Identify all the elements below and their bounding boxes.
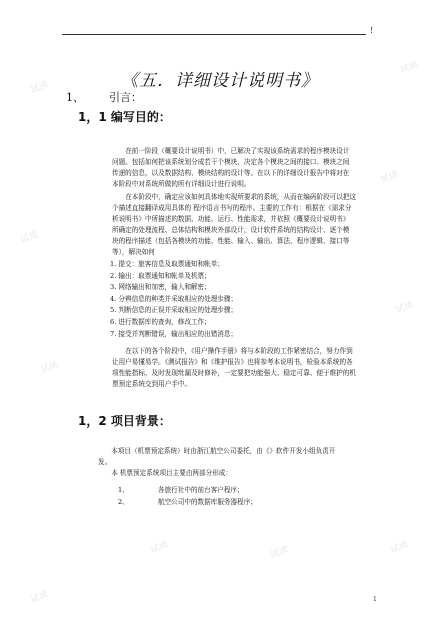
- list-item: 4. 分辨信息的种类并采取相应的处理步骤；: [110, 294, 238, 303]
- list-item: 6. 进行数据库的查询，修改工作；: [110, 317, 211, 326]
- header-mark: !: [370, 26, 374, 35]
- watermark: 试读: [399, 60, 420, 76]
- text-line: 票预定系统交到用户手中。: [112, 380, 192, 389]
- text-line: 在前一阶段（概要设计说明书）中，已解决了实现该系统需求的程序模块设计: [125, 147, 350, 155]
- header-rule: [62, 34, 366, 35]
- watermark: 试读: [39, 360, 60, 376]
- watermark: 试读: [379, 170, 400, 186]
- text-line: 在本阶段中，确定应该如何具体地实现所要求的系统，从而在编码阶段可以把这: [125, 193, 356, 201]
- section-heading-purpose: 1，1 编写目的：: [78, 110, 171, 124]
- text-line: 发。: [98, 458, 112, 467]
- list-item: [118, 496, 257, 508]
- watermark: 试读: [29, 80, 50, 96]
- text-line: 在以下的各个阶段中，《用户操作手册》将与本阶段的工作紧密结合，努力作到: [125, 347, 353, 355]
- text-line: 析说明书》中所描述的数据、功能、运行、性能需求，并依照《概要设计说明书》: [112, 215, 350, 224]
- text-line: 本项目（机票预定系统）时由浙江航空公司委托，由《》软件开发小组负责开: [111, 447, 336, 455]
- list-number: 1、: [118, 486, 129, 494]
- text-line: 问题。包括如何把该系统划分成若干个模块、决定各个模块之间的接口、模块之间: [112, 158, 350, 167]
- text-line: 块的程序描述（包括各模块的功能、性能、输入、输出、算法、程序逻辑、接口等: [112, 237, 350, 246]
- watermark: 试读: [269, 545, 290, 561]
- list-item: 1. 提交：旅客信息及取票通知和帐单；: [110, 260, 224, 268]
- list-text: 航空公司中的数据库服务器程序；: [158, 498, 257, 506]
- text-line: 所确定的处理流程、总体结构和模块外部设计，设计软件系统的结构设计、逐个模: [112, 226, 350, 235]
- list-item: [118, 484, 257, 496]
- text-line: 让用户易懂易学。《测试报告》和《维护报告》也将参考本说明书，检验本系统的各: [112, 358, 353, 367]
- numbered-list: [110, 259, 237, 340]
- watermark: 试读: [149, 540, 170, 556]
- paragraph-background: [98, 446, 370, 479]
- page-number: 1: [373, 596, 377, 603]
- component-list: [118, 484, 257, 508]
- text-line: 本 机票预定系统项目主要由两部分形成：: [111, 469, 232, 478]
- watermark: 试读: [19, 230, 40, 246]
- watermark: 试读: [29, 590, 50, 606]
- list-text: 各旅行社中的前台客户程序；: [158, 486, 244, 494]
- section-label: 引言：: [109, 91, 142, 104]
- list-item: 3. 网络输出和加密，输入和解密；: [110, 283, 211, 292]
- text-line: 项性能指标，及时发现纰漏及时修补，一定要把功能强大、稳定可靠、便于维护的机: [112, 369, 356, 378]
- watermark: 试读: [389, 540, 410, 556]
- section-heading-intro: [66, 89, 142, 105]
- list-number: 2、: [118, 498, 129, 506]
- list-item: 2. 输出：取票通知和帐单及机票；: [110, 271, 211, 280]
- paragraph-purpose: [112, 146, 370, 190]
- text-line: 本阶段中对系统所做的所有详细设计进行说明。: [112, 180, 251, 189]
- text-line: 等），解决如何: [112, 248, 155, 257]
- watermark: 试读: [394, 300, 415, 316]
- list-item: 7. 接受并判断错误，输出相应的出错消息；: [110, 329, 238, 338]
- text-line: 传递的信息，以及数据结构、模块结构的设计等。在以下的详细设计报告中将对在: [112, 169, 350, 178]
- paragraph-followup: [112, 346, 370, 390]
- section-number: 1、: [66, 91, 84, 104]
- text-line: 个描述直接翻译成用具体的 程序语言书写的程序。主要的工作有：根据在《需求分: [112, 204, 352, 213]
- section-heading-background: 1，2 项目背景：: [78, 414, 171, 428]
- list-item: 5. 判断信息的正误并采取相应的处理步骤；: [110, 306, 238, 315]
- paragraph-tasks: [112, 192, 370, 259]
- document-title: 《五．详细设计说明书》: [121, 71, 319, 91]
